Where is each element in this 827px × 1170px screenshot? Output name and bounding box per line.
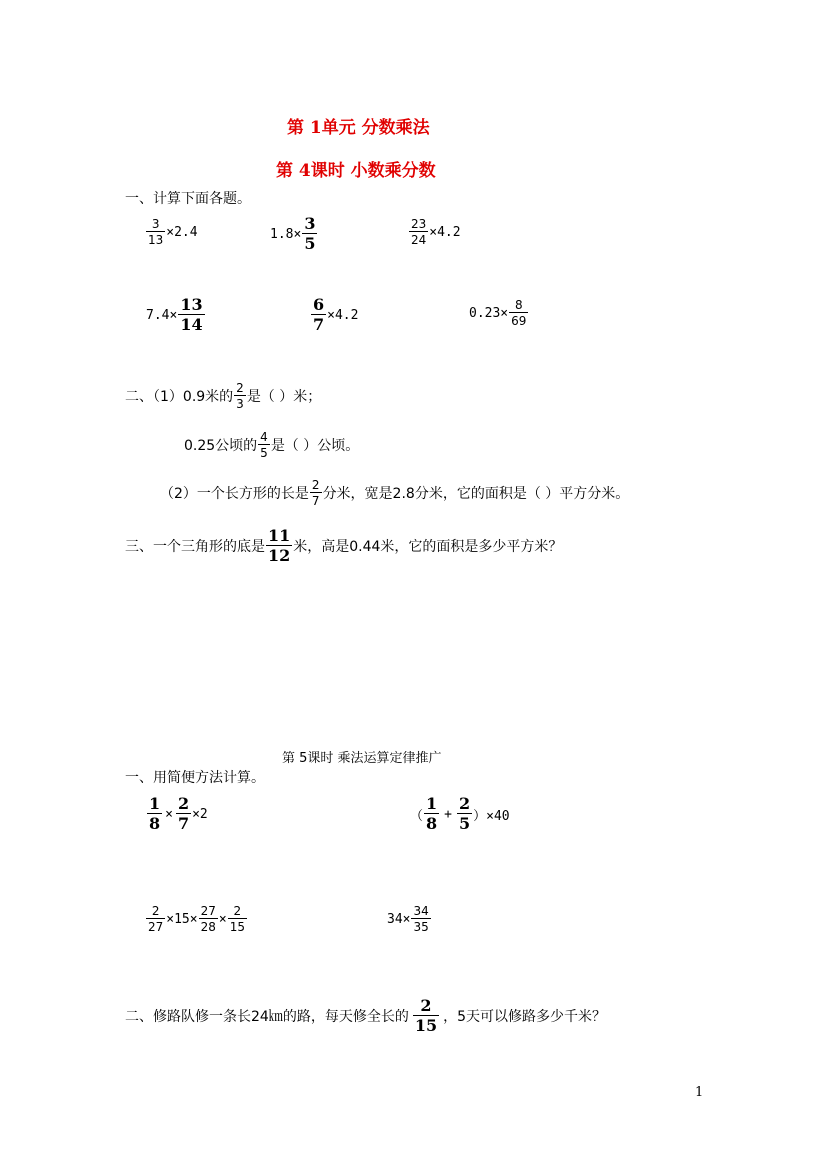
l5-expr-4: 34× $\frac{34}{35}$ — [387, 904, 429, 934]
lesson-title: 第 4课时 小数乘分数 — [276, 161, 436, 181]
fraction: $\frac{11}{12}$ — [268, 526, 291, 565]
lesson5-q2: 二、修路队修一条长24㎞的路，每天修全长的 $\frac{2}{15}$ ，5天可以修路多少千米？ — [125, 996, 607, 1035]
fraction: $\frac{2}{15}$ — [414, 996, 438, 1035]
expr-6: 0.23× $\frac{8}{69}$ — [469, 298, 527, 328]
fraction: $\frac{1}{8}$ — [426, 794, 438, 833]
expr-3: $\frac{23}{24}$ ×4.2 — [411, 217, 461, 247]
q2-line1: 二、（1）0.9米的 $\frac{2}{3}$ 是（ ）米； — [125, 381, 322, 411]
fraction: $\frac{2}{3}$ — [236, 381, 244, 411]
fraction: $\frac{23}{24}$ — [411, 217, 427, 247]
q3: 三、一个三角形的底是 $\frac{11}{12}$ 米，高是0.44米，它的面积是多少平方米？ — [125, 526, 563, 565]
q1-title: 一、计算下面各题。 — [125, 191, 251, 207]
fraction: $\frac{2}{7}$ — [177, 794, 190, 833]
lesson5-q1-title: 一、用简便方法计算。 — [125, 770, 265, 786]
fraction: $\frac{3}{13}$ — [148, 217, 164, 247]
fraction: $\frac{2}{27}$ — [148, 904, 164, 934]
fraction: $\frac{1}{8}$ — [149, 794, 161, 833]
fraction: $\frac{2}{15}$ — [229, 904, 245, 934]
q2-line2: 0.25公顷的 $\frac{4}{5}$ 是（ ）公顷。 — [184, 430, 360, 460]
expr-2: 1.8× $\frac{3}{5}$ — [270, 214, 316, 253]
fraction: $\frac{13}{14}$ — [180, 295, 203, 334]
expr-5: $\frac{6}{7}$ ×4.2 — [313, 295, 359, 334]
l5-expr-1: $\frac{1}{8}$ × $\frac{2}{7}$ ×2 — [149, 794, 208, 833]
page-number: 1 — [695, 1085, 704, 1100]
expr-1: $\frac{3}{13}$ ×2.4 — [148, 217, 198, 247]
fraction: $\frac{34}{35}$ — [413, 904, 429, 934]
l5-expr-3: $\frac{2}{27}$ ×15× $\frac{27}{28}$ × $\frac{2}{15}$ — [148, 904, 245, 934]
l5-expr-2: （ $\frac{1}{8}$ + $\frac{2}{5}$ ）×40 — [410, 794, 510, 833]
q2-line3: （2）一个长方形的长是 $\frac{2}{7}$ 分米，宽是2.8分米，它的面积是（ ）平方分米。 — [160, 478, 630, 508]
fraction: $\frac{6}{7}$ — [313, 295, 325, 334]
unit-title: 第 1单元 分数乘法 — [287, 118, 430, 138]
fraction: $\frac{27}{28}$ — [200, 904, 216, 934]
lesson5-title: 第 5课时 乘法运算定律推广 — [282, 751, 442, 766]
fraction: $\frac{2}{5}$ — [458, 794, 471, 833]
fraction: $\frac{3}{5}$ — [304, 214, 316, 253]
fraction: $\frac{2}{7}$ — [311, 478, 320, 508]
fraction: $\frac{8}{69}$ — [511, 298, 527, 328]
expr-4: 7.4× $\frac{13}{14}$ — [146, 295, 203, 334]
fraction: $\frac{4}{5}$ — [260, 430, 268, 460]
